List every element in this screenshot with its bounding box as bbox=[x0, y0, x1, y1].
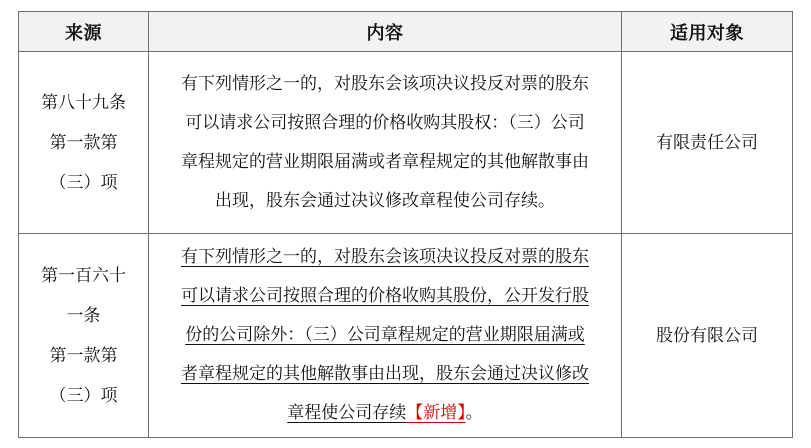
content-line: 出现，股东会通过决议修改章程使公司存续。 bbox=[215, 190, 555, 211]
source-line: 第一百六十 bbox=[41, 265, 126, 286]
content-line-text: 可以请求公司按照合理的价格收购其股份，公开发行股 bbox=[181, 286, 589, 306]
source-cell bbox=[19, 52, 149, 234]
content-line bbox=[149, 355, 621, 394]
content-line-text: 者章程规定的其他解散事由出现，股东会通过决议修改 bbox=[181, 364, 589, 384]
content-line: 可以请求公司按照合理的价格收购其股权：（三）公司 bbox=[185, 112, 585, 133]
source-line: 一条 bbox=[66, 305, 101, 326]
source-cell bbox=[19, 234, 149, 438]
new-addition-tag: 【新增】 bbox=[406, 403, 466, 423]
target-cell: 股份有限公司 bbox=[622, 234, 793, 438]
table-row bbox=[19, 52, 793, 234]
content-line-text: 有下列情形之一的，对股东会该项决议投反对票的股东 bbox=[181, 247, 589, 267]
content-line-text: 份的公司除外：（三）公司章程规定的营业期限届满或 bbox=[185, 325, 585, 345]
source-line: （三）项 bbox=[49, 385, 118, 406]
content-line-last bbox=[149, 394, 621, 433]
comparison-table bbox=[18, 11, 793, 438]
content-line bbox=[149, 277, 621, 316]
table-header-row bbox=[19, 12, 793, 52]
sentence-period: 。 bbox=[465, 403, 483, 423]
content-line-text: 章程使公司存续 bbox=[287, 403, 407, 423]
header-content: 内容 bbox=[149, 12, 622, 52]
source-line: 第一款第 bbox=[49, 132, 118, 153]
header-source: 来源 bbox=[19, 12, 149, 52]
source-line: 第八十九条 bbox=[41, 92, 126, 113]
content-line bbox=[149, 316, 621, 355]
target-cell: 有限责任公司 bbox=[622, 52, 793, 234]
header-target: 适用对象 bbox=[622, 12, 793, 52]
table-row bbox=[19, 234, 793, 438]
content-line: 章程规定的营业期限届满或者章程规定的其他解散事由 bbox=[181, 151, 589, 172]
content-cell-amended bbox=[149, 234, 622, 438]
source-line: 第一款第 bbox=[49, 345, 118, 366]
content-cell bbox=[149, 52, 622, 234]
content-line: 有下列情形之一的，对股东会该项决议投反对票的股东 bbox=[181, 73, 589, 94]
source-line: （三）项 bbox=[49, 172, 118, 193]
content-line bbox=[149, 238, 621, 277]
